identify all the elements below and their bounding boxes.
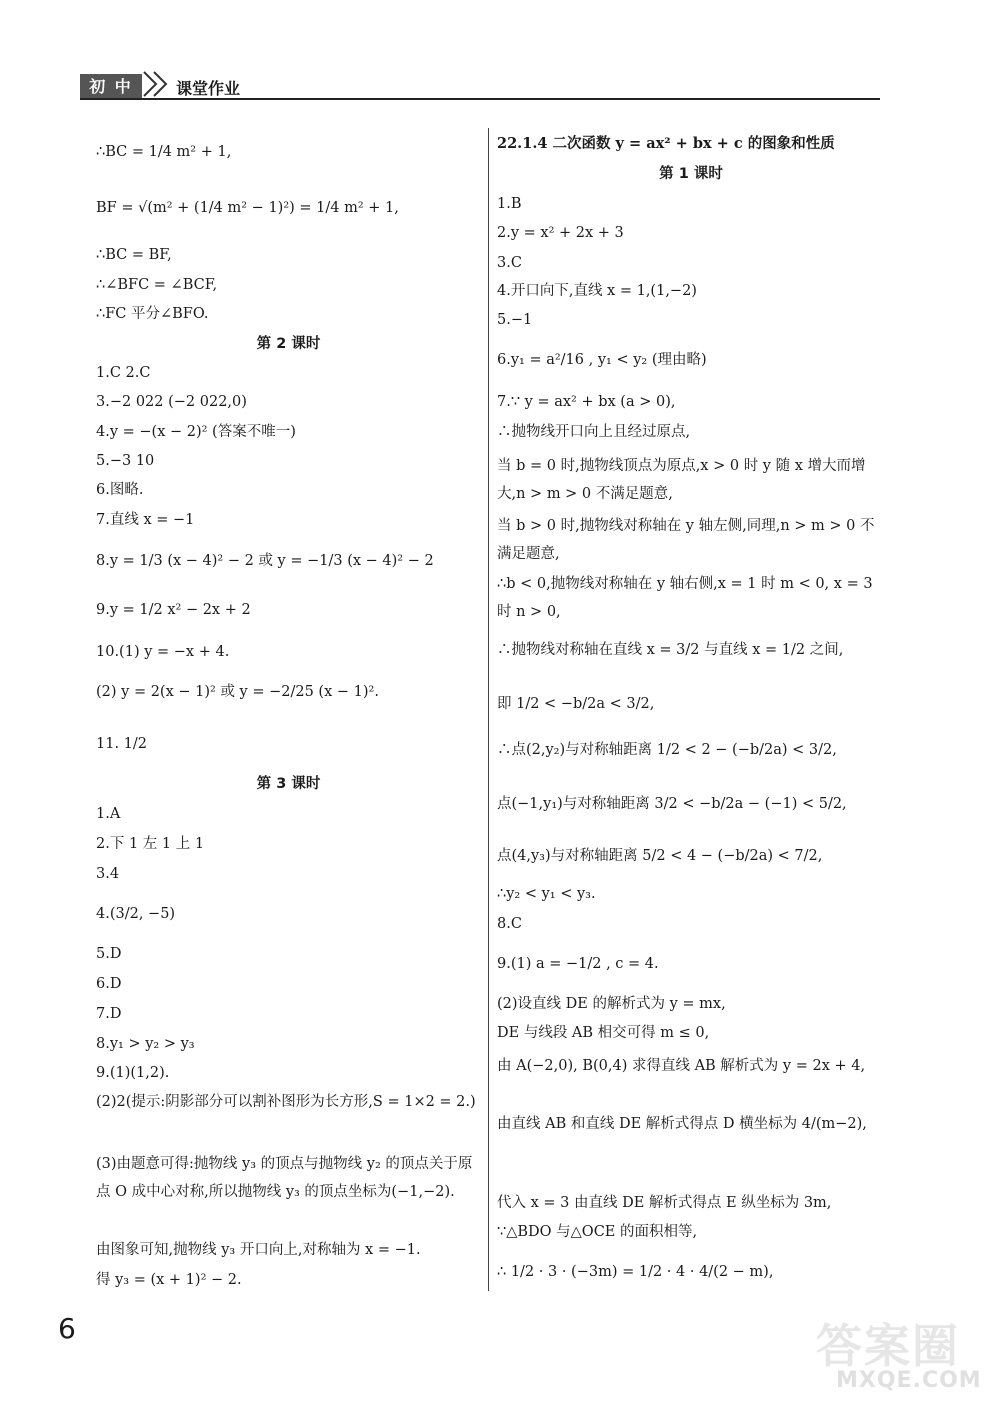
answer-line: 7.直线 x = −1 bbox=[96, 512, 195, 528]
answer-line: (2)设直线 DE 的解析式为 y = mx, bbox=[497, 996, 726, 1012]
answer-line: 代入 x = 3 由直线 DE 解析式得点 E 纵坐标为 3m, bbox=[497, 1195, 832, 1211]
answer-line: ∴ 1/2 · 3 · (−3m) = 1/2 · 4 · 4/(2 − m), bbox=[497, 1264, 774, 1280]
answer-line: 3.−2 022 (−2 022,0) bbox=[96, 394, 247, 410]
watermark-logo bbox=[806, 1310, 991, 1395]
answer-line: ∴b < 0,抛物线对称轴在 y 轴右侧,x = 1 时 m < 0, x = 3 时 n > 0, bbox=[497, 576, 873, 620]
answer-line: 7.D bbox=[96, 1006, 122, 1022]
header-rule bbox=[80, 98, 880, 100]
answer-line: 得 y₃ = (x + 1)² − 2. bbox=[96, 1272, 242, 1288]
header-badge: 初 中 bbox=[80, 74, 142, 100]
answer-line: 3.4 bbox=[96, 866, 120, 882]
answer-line: 6.图略. bbox=[96, 482, 144, 498]
answer-line: 点(−1,y₁)与对称轴距离 3/2 < −b/2a − (−1) < 5/2, bbox=[497, 796, 847, 812]
answer-line: 10.(1) y = −x + 4. bbox=[96, 644, 230, 660]
answer-line: (2) y = 2(x − 1)² 或 y = −2/25 (x − 1)². bbox=[96, 684, 379, 700]
chapter-heading: 22.1.4 二次函数 y = ax² + bx + c 的图象和性质 bbox=[497, 135, 835, 152]
answer-line: 点(4,y₃)与对称轴距离 5/2 < 4 − (−b/2a) < 7/2, bbox=[497, 848, 823, 864]
answer-line: ∵△BDO 与△OCE 的面积相等, bbox=[497, 1224, 698, 1240]
answer-line: 5.−3 10 bbox=[96, 453, 155, 469]
answer-line: (2)2(提示:阴影部分可以割补图形为长方形,S = 1×2 = 2.) bbox=[96, 1094, 476, 1110]
text-line: BF = √(m² + (1/4 m² − 1)²) = 1/4 m² + 1, bbox=[96, 200, 399, 216]
answer-line: 9.(1) a = −1/2 , c = 4. bbox=[497, 956, 659, 972]
answer-line: ∴点(2,y₂)与对称轴距离 1/2 < 2 − (−b/2a) < 3/2, bbox=[497, 742, 837, 758]
answer-line: 4.开口向下,直线 x = 1,(1,−2) bbox=[497, 283, 697, 299]
answer-line: 当 b = 0 时,抛物线顶点为原点,x > 0 时 y 随 x 增大而增大,n > m > 0 不满足题意, bbox=[497, 458, 866, 502]
answer-line: ∴y₂ < y₁ < y₃. bbox=[497, 886, 596, 902]
answer-line: 3.C bbox=[497, 255, 522, 271]
answer-line: 由图象可知,抛物线 y₃ 开口向上,对称轴为 x = −1. bbox=[96, 1242, 421, 1258]
answer-line: 6.y₁ = a²/16 , y₁ < y₂ (理由略) bbox=[497, 352, 707, 368]
answer-line: DE 与线段 AB 相交可得 m ≤ 0, bbox=[497, 1025, 710, 1041]
answer-line: 6.D bbox=[96, 976, 122, 992]
watermark-url: MXQE.COM bbox=[836, 1368, 982, 1393]
answer-line: 9.(1)(1,2). bbox=[96, 1065, 170, 1081]
page-number: 6 bbox=[58, 1312, 76, 1345]
answer-line: 5.−1 bbox=[497, 312, 533, 328]
header-title: 课堂作业 bbox=[176, 79, 241, 98]
answer-line: 1.B bbox=[497, 196, 522, 212]
double-chevron-icon bbox=[140, 68, 176, 100]
text-line: ∴FC 平分∠BFO. bbox=[96, 306, 209, 322]
page-header bbox=[80, 68, 880, 102]
answer-line: 8.y₁ > y₂ > y₃ bbox=[96, 1036, 195, 1052]
answer-line: 1.A bbox=[96, 806, 121, 822]
answer-line: ∴抛物线对称轴在直线 x = 3/2 与直线 x = 1/2 之间, bbox=[497, 642, 844, 658]
answer-line: 2.下 1 左 1 上 1 bbox=[96, 836, 205, 852]
answer-line: 9.y = 1/2 x² − 2x + 2 bbox=[96, 602, 251, 618]
section-title: 第 2 课时 bbox=[256, 336, 321, 352]
column-divider bbox=[488, 128, 489, 1291]
answer-line: 由直线 AB 和直线 DE 解析式得点 D 横坐标为 4/(m−2), bbox=[497, 1116, 867, 1132]
answer-line: 11. 1/2 bbox=[96, 736, 148, 752]
answer-line: 2.y = x² + 2x + 3 bbox=[497, 225, 624, 241]
answer-line: ∴抛物线开口向上且经过原点, bbox=[497, 424, 691, 440]
answer-line: 8.y = 1/3 (x − 4)² − 2 或 y = −1/3 (x − 4)² − 2 bbox=[96, 553, 434, 569]
answer-line: 即 1/2 < −b/2a < 3/2, bbox=[497, 696, 655, 712]
answer-line: 5.D bbox=[96, 946, 122, 962]
answer-line: 7.∵ y = ax² + bx (a > 0), bbox=[497, 394, 676, 410]
answer-line: 4.(3/2, −5) bbox=[96, 906, 176, 922]
answer-line: 8.C bbox=[497, 916, 522, 932]
section-title: 第 1 课时 bbox=[659, 166, 723, 182]
answer-line: 当 b > 0 时,抛物线对称轴在 y 轴左侧,同理,n > m > 0 不满足题意, bbox=[497, 518, 875, 562]
answer-line: 1.C 2.C bbox=[96, 365, 151, 381]
watermark-text: 答案圈 bbox=[816, 1319, 960, 1373]
text-line: ∴BC = BF, bbox=[96, 247, 172, 263]
answer-line: 4.y = −(x − 2)² (答案不唯一) bbox=[96, 424, 296, 440]
answer-line: 由 A(−2,0), B(0,4) 求得直线 AB 解析式为 y = 2x + 4, bbox=[497, 1058, 866, 1074]
section-title: 第 3 课时 bbox=[256, 776, 321, 792]
text-line: ∴∠BFC = ∠BCF, bbox=[96, 277, 218, 293]
answer-line: (3)由题意可得:抛物线 y₃ 的顶点与抛物线 y₂ 的顶点关于原点 O 成中心对称,所以抛物线 y₃ 的顶点坐标为(−1,−2). bbox=[96, 1156, 473, 1200]
text-line: ∴BC = 1/4 m² + 1, bbox=[96, 144, 232, 160]
